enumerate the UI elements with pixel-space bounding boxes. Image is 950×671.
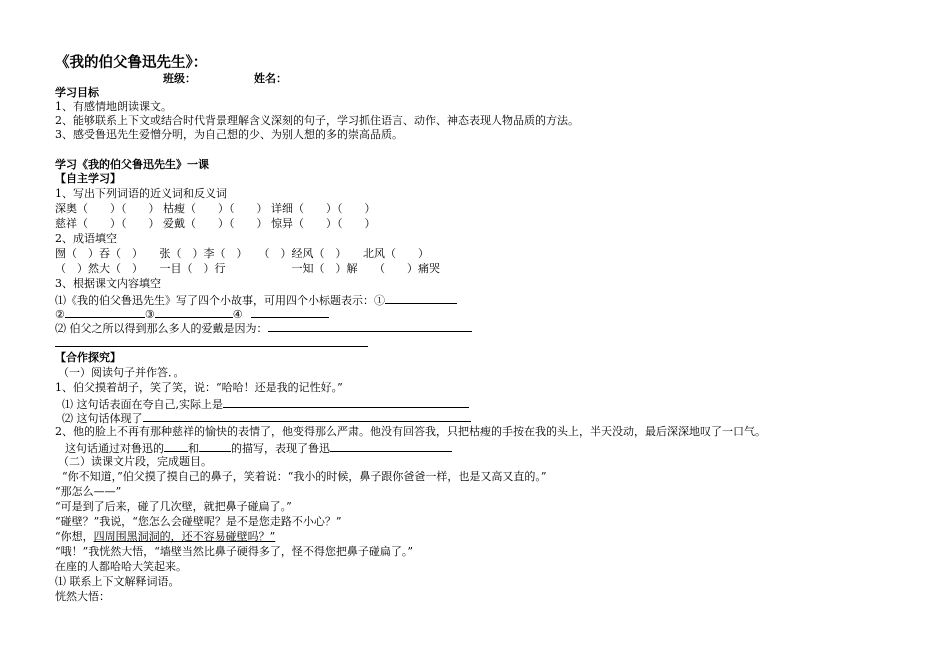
part1-q1b-text: ⑵ 这句话体现了 xyxy=(62,412,143,425)
part2-heading: （二）读课文片段，完成题目。 xyxy=(58,455,212,468)
q3-prompt: 3、根据课文内容填空 xyxy=(55,277,161,290)
part1-sentence: 1、伯父摸着胡子，笑了笑，说：“哈哈！还是我的记性好。” xyxy=(55,381,343,394)
class-label: 班级： xyxy=(163,72,196,85)
q1-prompt: 1、写出下列词语的近义词和反义词 xyxy=(55,187,227,200)
part1-q2a-and: 和 xyxy=(188,442,199,455)
name-label: 姓名： xyxy=(254,72,287,85)
mark-4: ④ xyxy=(232,308,243,321)
answer-blank[interactable] xyxy=(155,306,233,318)
passage-line: “哦！”我恍然大悟，“墙壁当然比鼻子硬得多了，怪不得您把鼻子碰扁了。” xyxy=(55,545,413,558)
doc-title: 《我的伯父鲁迅先生》： xyxy=(55,54,208,71)
mark-3: ③ xyxy=(144,308,155,321)
passage-line: 在座的人都哈哈大笑起来。 xyxy=(55,560,187,573)
passage-line: “你不知道，”伯父摸了摸自己的鼻子，笑着说：“我小的时候，鼻子跟你爸爸一样，也是又高又直的。” xyxy=(62,470,547,483)
q1-row: 慈祥（ ）（ ） 爱戴（ ）（ ） 惊异（ ）（ ） xyxy=(55,217,376,230)
part1-sentence: 2、他的脸上不再有那种慈祥的愉快的表情了，他变得那么严肃。他没有回答我，只把枯瘦的手按在我的头上，半天没动，最后深深地叹了一口气。 xyxy=(55,425,766,438)
q2-row: 囫（ ）吞（ ） 张（ ）李（ ） （ ）经风（ ） 北风（ ） xyxy=(55,247,429,260)
lesson-title: 学习《我的伯父鲁迅先生》一课 xyxy=(55,158,209,171)
explore-heading: 【合作探究】 xyxy=(55,351,121,364)
mark-2: ② xyxy=(55,308,65,321)
answer-blank[interactable] xyxy=(65,306,145,318)
q3-line3-text: ⑵ 伯父之所以得到那么多人的爱戴是因为： xyxy=(55,322,268,335)
q1-row: 深奥（ ）（ ） 枯瘦（ ）（ ） 详细（ ）（ ） xyxy=(55,202,376,215)
answer-blank[interactable] xyxy=(330,440,452,452)
answer-blank[interactable] xyxy=(143,410,471,422)
answer-blank[interactable] xyxy=(251,306,329,318)
goal-item: 2、能够联系上下文或结合时代背景理解含义深刻的句子，学习抓住语言、动作、神态表现人物品质的方法。 xyxy=(55,114,579,127)
passage-line: “那怎么——” xyxy=(55,485,122,498)
answer-blank[interactable] xyxy=(385,292,457,304)
goal-item: 3、感受鲁迅先生爱憎分明，为自己想的少、为别人想的多的崇高品质。 xyxy=(55,128,403,141)
passage-text: “你想， xyxy=(55,530,94,543)
q3-line3 xyxy=(55,320,472,336)
answer-blank[interactable] xyxy=(268,320,472,332)
goal-item: 1、有感情地朗读课文。 xyxy=(55,100,172,113)
q2-prompt: 2、成语填空 xyxy=(55,232,117,245)
part1-heading: （一）阅读句子并作答．。 xyxy=(58,366,185,379)
part2-question: ⑴ 联系上下文解释词语。 xyxy=(55,575,180,588)
self-study-heading: 【自主学习】 xyxy=(55,172,121,185)
part1-q2a xyxy=(65,440,452,456)
goals-heading: 学习目标 xyxy=(55,86,99,99)
part1-q1a-text: ⑴ 这句话表面在夸自己,实际上是 xyxy=(62,398,223,411)
answer-blank-line[interactable] xyxy=(55,346,368,347)
underlined-sentence: 四周围黑洞洞的，还不容易碰壁吗？” xyxy=(93,530,276,543)
passage-line: “碰壁？”我说，“您怎么会碰壁呢？是不是您走路不小心？” xyxy=(55,515,342,528)
part1-q1b xyxy=(62,410,471,426)
answer-blank[interactable] xyxy=(164,440,188,452)
passage-line xyxy=(55,530,275,544)
answer-blank[interactable] xyxy=(223,396,469,408)
passage-line: “可是到了后来，碰了几次壁，就把鼻子碰扁了。” xyxy=(55,500,292,513)
q2-row: （ ）然大（ ） 一目（ ）行 一知（ ）解 （ ）痛哭 xyxy=(55,262,440,275)
term-label: 恍然大悟： xyxy=(55,590,110,603)
part1-q2a-tail: 的描写，表现了鲁迅 xyxy=(231,442,330,455)
q3-line1-text: ⑴《我的伯父鲁迅先生》写了四个小故事，可用四个小标题表示：① xyxy=(55,294,385,307)
answer-blank[interactable] xyxy=(199,440,231,452)
part1-q2a-text: 这句话通过对鲁迅的 xyxy=(65,442,164,455)
